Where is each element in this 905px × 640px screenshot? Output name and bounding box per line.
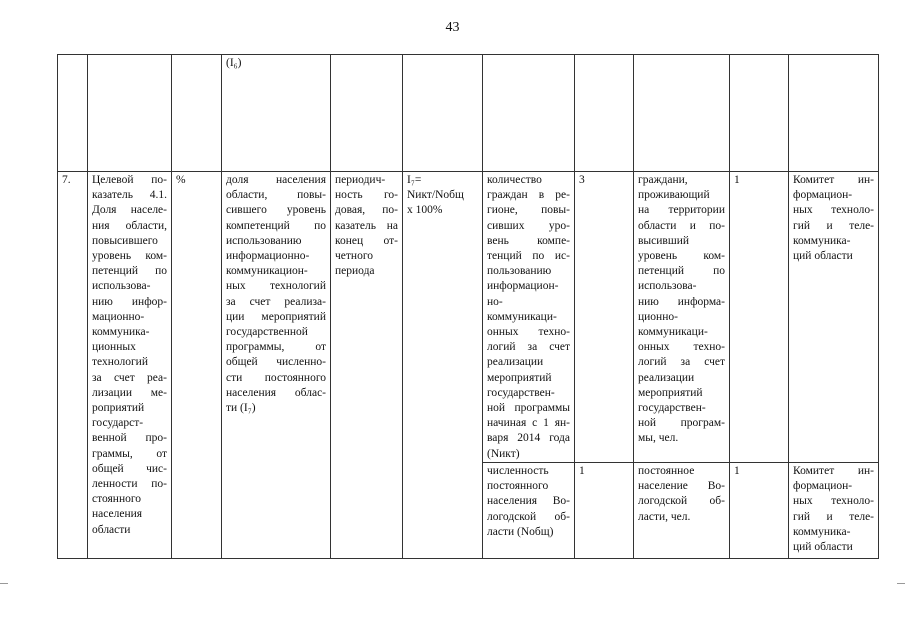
text-line: численность: [487, 465, 549, 477]
method-code: 1: [730, 463, 789, 559]
text-line: коммуникаци-: [638, 326, 708, 339]
text-line: ность го-: [335, 189, 398, 202]
text-line: гий и теле-: [793, 219, 874, 232]
text-line: граммы, от: [92, 447, 167, 460]
text-line: мероприятий: [638, 386, 703, 399]
text-line: граждани,: [638, 174, 688, 186]
text-line: венной про-: [92, 432, 167, 445]
text-line: казатель на: [335, 219, 398, 232]
text-line: использованию: [226, 234, 302, 247]
table-row-7a: [58, 172, 879, 463]
text-line: роприятий: [92, 402, 145, 415]
text-line: население Во-: [638, 480, 725, 493]
text-line: логодской об-: [487, 510, 570, 523]
text-line: области и по-: [638, 219, 725, 232]
text-line: формацион-: [793, 480, 853, 493]
cell-responsible: [789, 55, 879, 172]
text-line: х 100%: [407, 204, 443, 217]
periodicity: [331, 172, 403, 559]
text-line: коммуника-: [793, 525, 851, 538]
text-line: использова-: [92, 280, 151, 293]
text-line: логий за счет: [487, 341, 570, 354]
text-line: ционных: [92, 341, 136, 354]
text-line: вень компе-: [487, 234, 570, 247]
method-code: 1: [730, 172, 789, 463]
text-line: ционно-: [638, 310, 678, 323]
text-line: области: [92, 523, 131, 536]
scan-edge-mark-right: [897, 583, 905, 584]
text-line: постоянного: [487, 480, 549, 493]
text-line: ласти (Nобщ): [487, 525, 554, 538]
text-line: на территории: [638, 204, 725, 217]
row-number: 7.: [58, 172, 88, 559]
text-line: программы, от: [226, 341, 326, 354]
cell-number: [58, 55, 88, 172]
text-line: граждан в ре-: [487, 189, 570, 202]
text-line: коммуникаци-: [487, 310, 557, 323]
text-line: начиная с 1 ян-: [487, 417, 570, 430]
text-line: (Nикт): [487, 447, 520, 460]
text-line: общей численно-: [226, 356, 326, 369]
cell-method-code: [730, 55, 789, 172]
text-line: Комитет ин-: [793, 174, 874, 186]
text-line: области, повы-: [226, 189, 326, 202]
text-line: сивших уро-: [487, 219, 570, 232]
source-code: 1: [575, 463, 634, 559]
component-description: [483, 463, 575, 559]
cell-population: [634, 55, 730, 172]
text-line: населения облас-: [226, 386, 326, 399]
responsible-body: [789, 172, 879, 463]
text-line: доля населения: [226, 174, 326, 186]
text-line: периода: [335, 265, 375, 278]
text-line: но-: [487, 295, 503, 308]
cell-source-code: [575, 55, 634, 172]
text-line: ных техноло-: [793, 204, 874, 217]
text-line: сившего уровень: [226, 204, 326, 217]
table-row-continuation: [58, 55, 879, 172]
text-line: коммуникацион-: [226, 265, 308, 278]
text-line: использова-: [638, 280, 697, 293]
text-line: петенций по: [92, 265, 167, 278]
text-line: варя 2014 года: [487, 432, 570, 445]
text-line: реализации: [487, 356, 544, 369]
text-line: лизации ме-: [92, 386, 167, 399]
text-line: ти (I₇): [226, 402, 256, 415]
text-line: ленности по-: [92, 478, 167, 491]
text-line: стоянного: [92, 493, 142, 506]
text-line: ных техноло-: [793, 495, 874, 508]
text-line: общей чис-: [92, 462, 167, 475]
text-line: ной программы: [487, 402, 570, 415]
text-line: за счет реализа-: [226, 295, 326, 308]
cell-name: [88, 55, 172, 172]
indicator-name: [88, 172, 172, 559]
text-line: технологий: [92, 356, 148, 369]
text-line: ции мероприятий: [226, 310, 326, 323]
text-line: информационно-: [226, 250, 310, 263]
cell-description: [483, 55, 575, 172]
text-line: петенций по: [638, 265, 725, 278]
text-line: ций области: [793, 250, 853, 263]
component-description: [483, 172, 575, 463]
indicator-definition: [222, 172, 331, 559]
population-description: [634, 172, 730, 463]
source-code: 3: [575, 172, 634, 463]
text-line: повысившего: [92, 234, 158, 247]
text-line: мы, чел.: [638, 432, 679, 445]
text-line: Комитет ин-: [793, 465, 874, 477]
cell-formula: [403, 55, 483, 172]
text-line: проживающий: [638, 189, 710, 202]
text-line: нию инфор-: [92, 295, 167, 308]
text-line: уровень ком-: [92, 250, 167, 263]
text-line: мационно-: [92, 310, 145, 323]
text-line: онных техно-: [638, 341, 725, 354]
text-line: сти постоянного: [226, 371, 326, 384]
text-line: постоянное: [638, 465, 695, 477]
text-line: ной програм-: [638, 417, 725, 430]
text-line: высивший: [638, 234, 690, 247]
text-line: за счет реа-: [92, 371, 167, 384]
text-line: государст-: [92, 417, 144, 430]
text-line: конец от-: [335, 234, 398, 247]
text-line: нию информа-: [638, 295, 725, 308]
cell-definition: [222, 55, 331, 172]
text-line: довая, по-: [335, 204, 398, 217]
text-line: четного: [335, 250, 373, 263]
text-line: гионе, повы-: [487, 204, 570, 217]
text-line: логодской об-: [638, 495, 725, 508]
text-line: коммуника-: [793, 234, 851, 247]
page-number: 43: [445, 20, 460, 35]
indicator-table: [57, 54, 879, 559]
formula: [403, 172, 483, 559]
text-line: формацион-: [793, 189, 853, 202]
population-description: [634, 463, 730, 559]
text-line: I₇= Nикт/Nобщ: [407, 174, 464, 202]
text-line: населения: [92, 508, 143, 521]
text-line: государственной: [226, 326, 308, 339]
text-line: уровень ком-: [638, 250, 725, 263]
text-line: количество: [487, 174, 542, 186]
text-line: мероприятий: [487, 371, 552, 384]
text-line: тенций по ис-: [487, 250, 570, 263]
text-line: информацион-: [487, 280, 559, 293]
text-line: онных техно-: [487, 326, 570, 339]
responsible-body: [789, 463, 879, 559]
text-line: Целевой по-: [92, 174, 167, 186]
text-line: ных технологий: [226, 280, 326, 293]
text-line: государствен-: [638, 402, 706, 415]
text-line: ласти, чел.: [638, 510, 691, 523]
text-line: Доля населе-: [92, 204, 167, 217]
text-line: пользованию: [487, 265, 552, 278]
text-line: логий за счет: [638, 356, 725, 369]
indicator-ref: (I₆): [226, 57, 242, 69]
text-line: государствен-: [487, 386, 555, 399]
cell-unit: [172, 55, 222, 172]
scan-edge-mark-left: [0, 583, 8, 584]
text-line: реализации: [638, 371, 695, 384]
text-line: гий и теле-: [793, 510, 874, 523]
unit: %: [172, 172, 222, 559]
cell-periodicity: [331, 55, 403, 172]
text-line: коммуника-: [92, 326, 150, 339]
text-line: компетенций по: [226, 219, 326, 232]
text-line: ций области: [793, 541, 853, 554]
text-line: населения Во-: [487, 495, 570, 508]
text-line: периодич-: [335, 174, 386, 186]
text-line: казатель 4.1.: [92, 189, 167, 202]
text-line: ния области,: [92, 219, 167, 232]
